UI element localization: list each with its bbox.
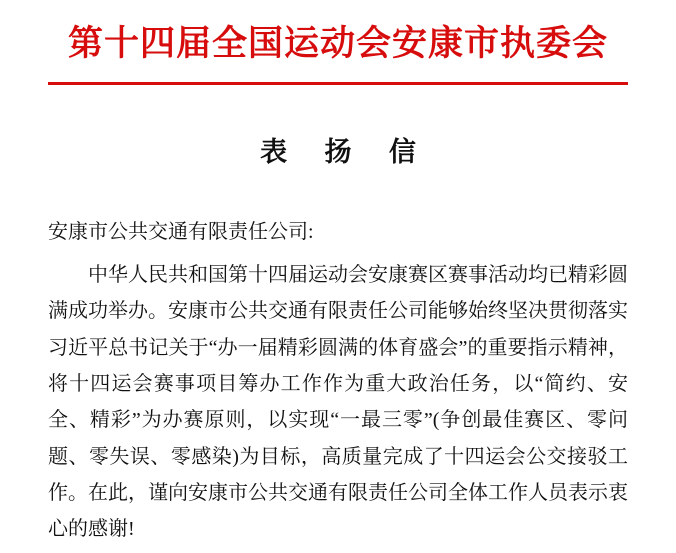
- letterhead-title: 第十四届全国运动会安康市执委会: [67, 23, 608, 64]
- salutation-line: 安康市公共交通有限责任公司:: [48, 220, 314, 243]
- letterhead-divider: [48, 82, 628, 85]
- document-title: 表 扬 信: [260, 136, 430, 168]
- body-paragraph: 中华人民共和国第十四届运动会安康赛区赛事活动均已精彩圆满成功举办。安康市公共交通有限责任公司能够始终坚决贯彻落实习近平总书记关于“办一届精彩圆满的体育盛会”的重要指示精神，将十四运会赛事项目筹办工作作为重大政治任务，以“简约、安全、精彩”为办赛原则，以实现“一最三零”(争创最佳赛区、零问题、零失误、零感染)为目标，高质量完成了十四运会公交接驳工作。在此，谨向安康市公共交通有限责任公司全体工作人员表示衷心的感谢!: [48, 263, 628, 541]
- document-page: [0, 22, 676, 553]
